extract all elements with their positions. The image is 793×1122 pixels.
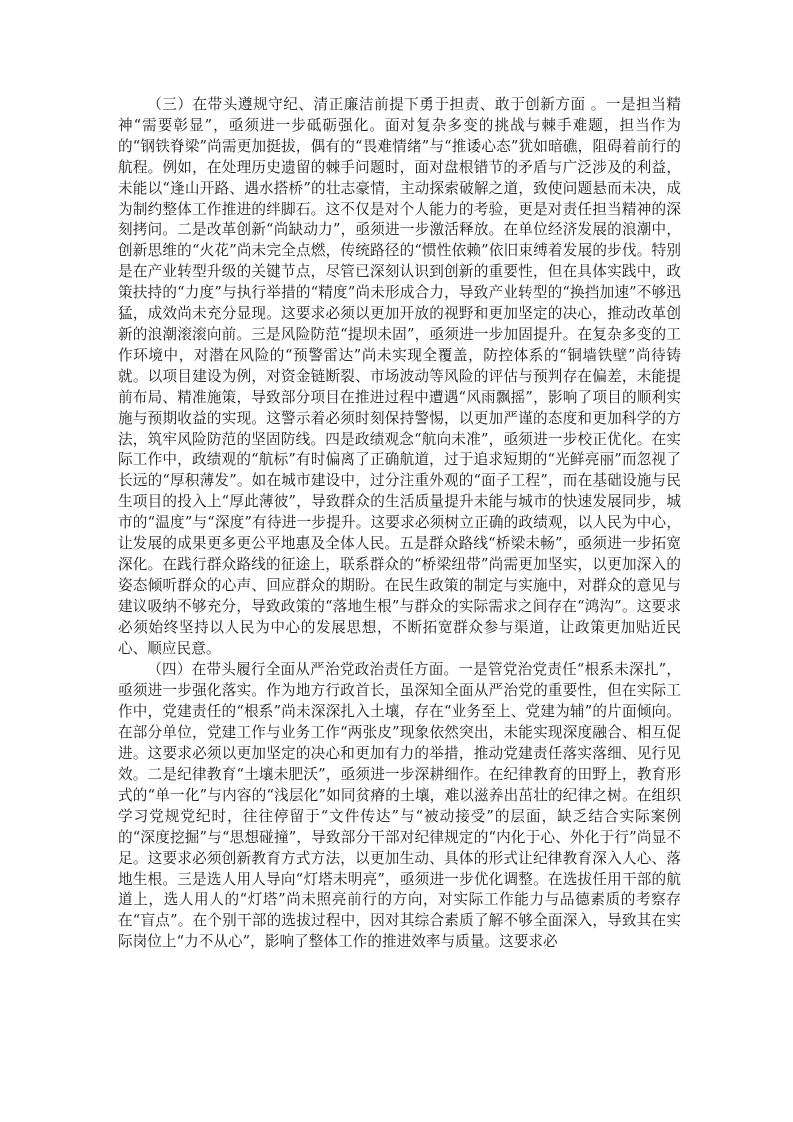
document-body [118, 95, 681, 953]
paragraph-section-three: （三）在带头遵规守纪、清正廉洁前提下勇于担责、敢于创新方面 。一是担当精神“需要彰显”，亟须进一步砥砺强化。面对复杂多变的挑战与棘手难题，担当作为的“钢铁脊梁”尚需更加挺拔，偶有的“畏难情绪”与“推诿心态”犹如暗礁，阻碍着前行的航程。例如，在处理历史遗留的棘手问题时，面对盘根错节的矛盾与广泛涉及的利益，未能以“逢山开路、遇水搭桥”的壮志豪情，主动探索破解之道，致使问题悬而未决，成为制约整体工作推进的绊脚石。这不仅是对个人能力的考验，更是对责任担当精神的深刻拷问。二是改革创新“尚缺动力”，亟须进一步激活释放。在单位经济发展的浪潮中，创新思维的“火花”尚未完全点燃，传统路径的“惯性依赖”依旧束缚着发展的步伐。特别是在产业转型升级的关键节点，尽管已深刻认识到创新的重要性，但在具体实践中，政策扶持的“力度”与执行举措的“精度”尚未形成合力，导致产业转型的“换挡加速”不够迅猛，成效尚未充分显现。这要求必须以更加开放的视野和更加坚定的决心，推动改革创新的浪潮滚滚向前。三是风险防范“提坝未固”，亟须进一步加固提升。在复杂多变的工作环境中，对潜在风险的“预警雷达”尚未实现全覆盖，防控体系的“铜墙铁壁”尚待铸就。以项目建设为例，对资金链断裂、市场波动等风险的评估与预判存在偏差，未能提前布局、精准施策，导致部分项目在推进过程中遭遇“风雨飘摇”，影响了项目的顺利实施与预期收益的实现。这警示着必须时刻保持警惕，以更加严谨的态度和更加科学的方法，筑牢风险防范的坚固防线。四是政绩观念“航向未准”，亟须进一步校正优化。在实际工作中，政绩观的“航标”有时偏离了正确航道，过于追求短期的“光鲜亮丽”而忽视了长远的“厚积薄发”。如在城市建设中，过分注重外观的“面子工程”，而在基础设施与民生项目的投入上“厚此薄彼”，导致群众的生活质量提升未能与城市的快速发展同步，城市的“温度”与“深度”有待进一步提升。这要求必须树立正确的政绩观，以人民为中心，让发展的成果更多更公平地惠及全体人民。五是群众路线“桥梁未畅”，亟须进一步拓宽深化。在践行群众路线的征途上，联系群众的“桥梁纽带”尚需更加坚实，以更加深入的姿态倾听群众的心声、回应群众的期盼。在民生政策的制定与实施中，对群众的意见与建议吸纳不够充分，导致政策的“落地生根”与群众的实际需求之间存在“鸿沟”。这要求必须始终坚持以人民为中心的发展思想，不断拓宽群众参与渠道，让政策更加贴近民心、顺应民意。 [118, 96, 681, 657]
paragraph-section-four: （四）在带头履行全面从严治党政治责任方面。一是管党治党责任“根系未深扎”，亟须进一步强化落实。作为地方行政首长，虽深知全面从严治党的重要性，但在实际工作中，党建责任的“根系”尚未深深扎入土壤，存在“业务至上、党建为辅”的片面倾向。在部分单位，党建工作与业务工作“两张皮”现象依然突出，未能实现深度融合、相互促进。这要求必须以更加坚定的决心和更加有力的举措，推动党建责任落实落细、见行见效。二是纪律教育“土壤未肥沃”，亟须进一步深耕细作。在纪律教育的田野上，教育形式的“单一化”与内容的“浅层化”如同贫瘠的土壤，难以滋养出茁壮的纪律之树。在组织学习党规党纪时，往往停留于“文件传达”与“被动接受”的层面，缺乏结合实际案例的“深度挖掘”与“思想碰撞”，导致部分干部对纪律规定的“内化于心、外化于行”尚显不足。这要求必须创新教育方式方法，以更加生动、具体的形式让纪律教育深入人心、落地生根。三是选人用人导向“灯塔未明亮”，亟须进一步优化调整。在选拔任用干部的航道上，选人用人的“灯塔”尚未照亮前行的方向，对实际工作能力与品德素质的考察存在“盲点”。在个别干部的选拔过程中，因对其综合素质了解不够全面深入，导致其在实际岗位上“力不从心”，影响了整体工作的推进效率与质量。这要求必 [118, 661, 681, 951]
